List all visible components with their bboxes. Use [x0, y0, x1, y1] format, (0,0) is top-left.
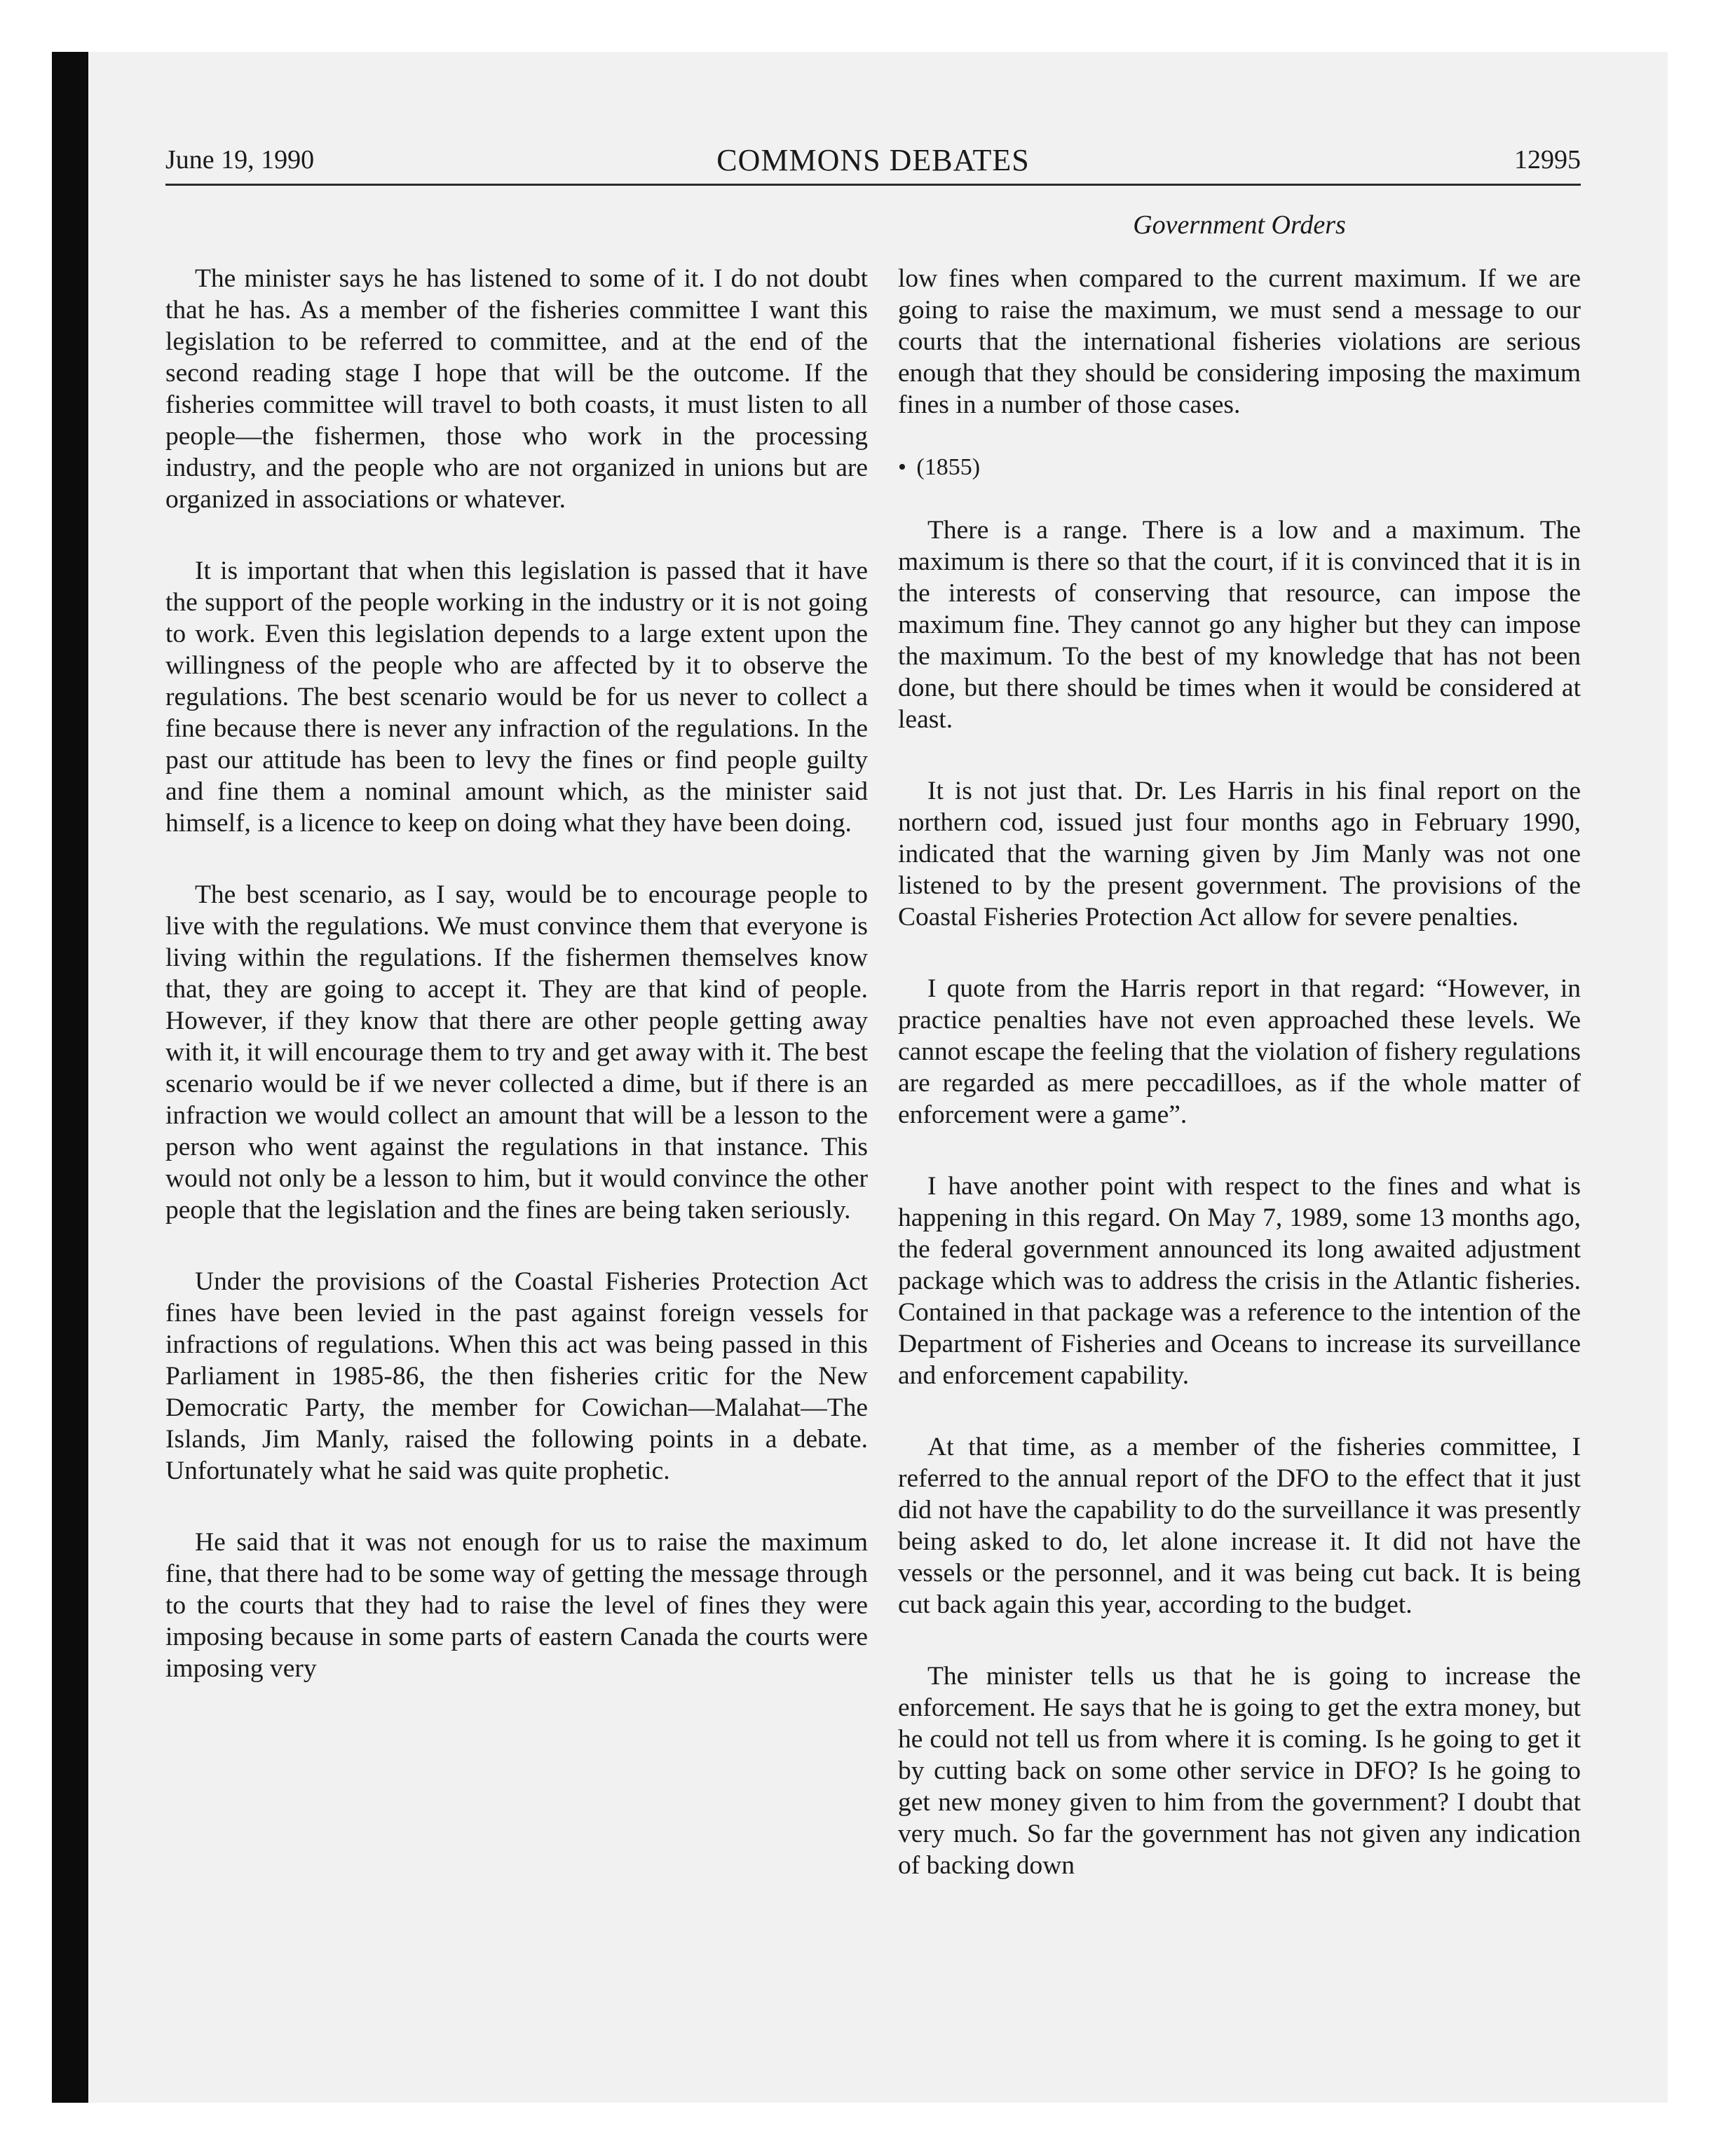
- running-header: [165, 140, 1581, 186]
- paragraph-continued: low fines when compared to the current maximum. If we are going to raise the maximum, we must send a message to our courts that the international fisheries violations are serious enough that they should be considering imposing the maximum fines in a number of those cases.: [898, 264, 1581, 419]
- paragraph: At that time, as a member of the fisheries committee, I referred to the annual report of the DFO to the effect that it just did not have the capability to do the surveillance it was presently being asked to do, let alone increase it. It did not have the vessels or the personnel, and it was being cut back. It is being cut back again this year, according to the budget.: [898, 1433, 1581, 1619]
- paragraph: The minister says he has listened to some of it. I do not doubt that he has. As a member of the fisheries committee I want this legislation to be referred to committee, and at the end of the second reading stage I hope that will be the outcome. If the fisheries committee will travel to both coasts, it must listen to all people—the fishermen, those who work in the processing industry, and the people who are not organized in unions but are organized in associations or whatever.: [165, 264, 868, 514]
- paragraph: The minister tells us that he is going to increase the enforcement. He says that he is going to get the extra money, but he could not tell us from where it is coming. Is he going to get it by cutting back on some other service in DFO? Is he going to get new money given to him from the government? I doubt that very much. So far the government has not given any indication of backing down: [898, 1662, 1581, 1880]
- paragraph: He said that it was not enough for us to raise the maximum fine, that there had to be some way of getting the message through to the courts that they had to raise the level of fines they were imposing because in some parts of eastern Canada the courts were imposing very: [165, 1528, 868, 1683]
- debate-timestamp: [898, 451, 1581, 483]
- header-journal-title: COMMONS DEBATES: [716, 143, 1030, 177]
- section-label: Government Orders: [1133, 210, 1346, 240]
- timestamp-time: (1855): [916, 454, 981, 480]
- paragraph: I have another point with respect to the fines and what is happening in this regard. On May 7, 1989, some 13 months ago, the federal government announced its long awaited adjustment package which was to address the crisis in the Atlantic fisheries. Contained in that package was a reference to the intention of the Department of Fisheries and Oceans to increase its surveillance and enforcement capability.: [898, 1172, 1581, 1390]
- paragraph: It is not just that. Dr. Les Harris in his final report on the northern cod, issued just four months ago in February 1990, indicated that the warning given by Jim Manly was not one listened to by the present government. The provisions of the Coastal Fisheries Protection Act allow for severe penalties.: [898, 777, 1581, 932]
- header-page-number: 12995: [1514, 145, 1581, 175]
- header-date: June 19, 1990: [165, 145, 315, 175]
- paragraph: I quote from the Harris report in that regard: “However, in practice penalties have not even approached these levels. We cannot escape the feeling that the violation of fishery regulations are regarded as mere peccadilloes, as if the whole matter of enforcement were a game”.: [898, 974, 1581, 1129]
- left-column: [165, 263, 868, 1724]
- right-column: [898, 263, 1581, 1921]
- document-page: [165, 140, 1581, 1880]
- paragraph: It is important that when this legislation is passed that it have the support of the people working in the industry or it is not going to work. Even this legislation depends to a large extent upon the willingness of the people who are affected by it to observe the regulations. The best scenario would be for us never to collect a fine because there is never any infraction of the regulations. In the past our attitude has been to levy the fines or find people guilty and fine them a nominal amount which, as the minister said himself, is a licence to keep on doing what they have been doing.: [165, 557, 868, 838]
- scan-edge-shadow: [52, 52, 88, 2103]
- paragraph: The best scenario, as I say, would be to encourage people to live with the regulations. We must convince them that everyone is living within the regulations. If the fishermen themselves know that, they are going to accept it. They are that kind of people. However, if they know that there are other people getting away with it, it will encourage them to try and get away with it. The best scenario would be if we never collected a dime, but if there is an infraction we would collect an amount that will be a lesson to the person who went against the regulations in that instance. This would not only be a lesson to him, but it would convince the other people that the legislation and the fines are being taken seriously.: [165, 880, 868, 1224]
- paragraph: There is a range. There is a low and a maximum. The maximum is there so that the court, if it is convinced that it is in the interests of conserving that resource, can impose the maximum fine. They cannot go any higher but they can impose the maximum. To the best of my knowledge that has not been done, but there should be times when it would be considered at least.: [898, 516, 1581, 734]
- bullet-icon: •: [898, 454, 906, 480]
- paragraph: Under the provisions of the Coastal Fisheries Protection Act fines have been levied in the past against foreign vessels for infractions of regulations. When this act was being passed in this Parliament in 1985-86, the then fisheries critic for the New Democratic Party, the member for Cowichan—Malahat—The Islands, Jim Manly, raised the following points in a debate. Unfortunately what he said was quite prophetic.: [165, 1267, 868, 1485]
